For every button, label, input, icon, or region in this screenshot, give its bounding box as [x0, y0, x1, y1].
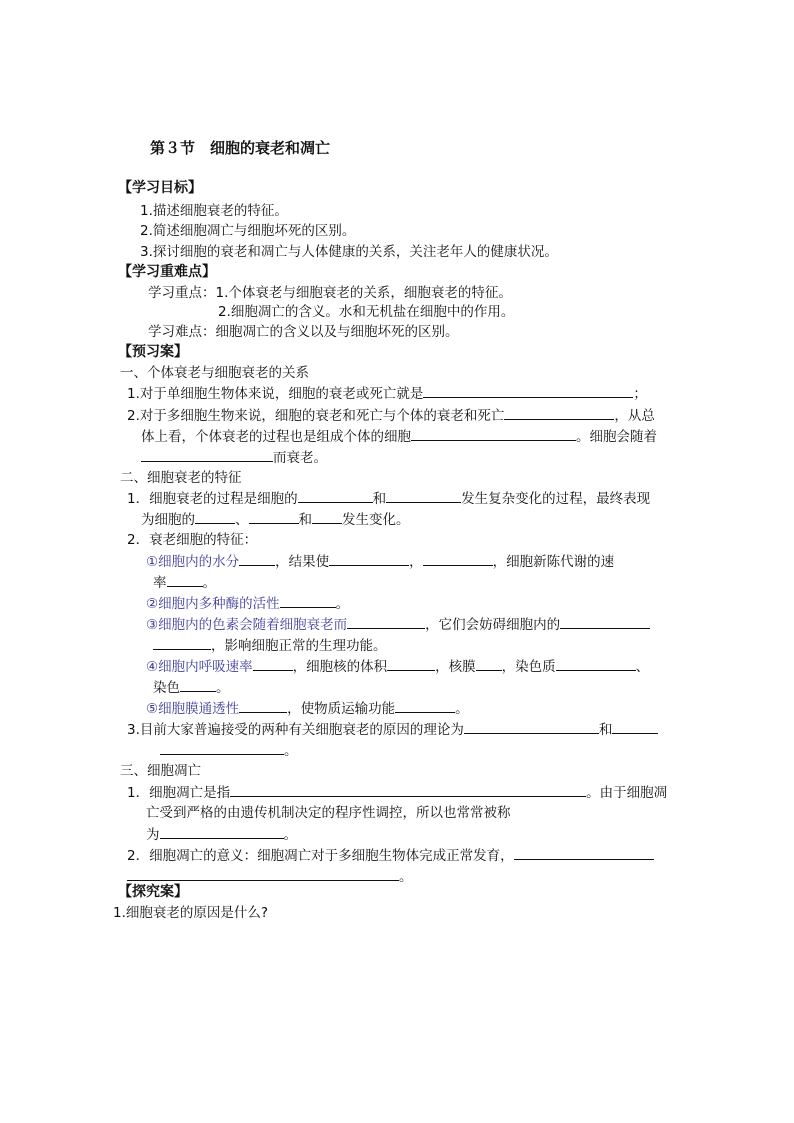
s2-feature-3-cont: ，影响细胞正常的生理功能。 — [153, 635, 387, 656]
answer-blank[interactable] — [556, 656, 636, 671]
s2-feature-3: ③细胞内的色素会随着细胞衰老而 ，它们会妨碍细胞内的 — [146, 614, 650, 635]
answer-blank[interactable] — [180, 677, 216, 692]
s2-q3-cont: 。 — [160, 740, 298, 761]
s3-q1-cont: 亡受到严格的由遗传机制决定的程序性调控，所以也常常被称 — [146, 805, 511, 821]
s3-q2: 2．细胞凋亡的意义：细胞凋亡对于多细胞生物体完成正常发育， — [127, 845, 654, 866]
s2-q1-cont: 为细胞的 、 和 发生变化。 — [141, 509, 410, 530]
answer-blank[interactable] — [387, 656, 435, 671]
answer-blank[interactable] — [167, 572, 203, 587]
answer-blank[interactable] — [195, 509, 235, 524]
answer-blank[interactable] — [253, 656, 293, 671]
section-3-title: 三、细胞凋亡 — [120, 763, 201, 779]
explore-header: 【探究案】 — [118, 884, 188, 900]
key-difficulty: 学习难点：细胞凋亡的含义以及与细胞坏死的区别。 — [148, 324, 459, 340]
key-focus-2: 2.细胞凋亡的含义。水和无机盐在细胞中的作用。 — [218, 304, 515, 320]
s3-q1: 1．细胞凋亡是指 。由于细胞凋 — [127, 782, 667, 803]
s2-feature-5: ⑤细胞膜通透性 ，使物质运输功能 。 — [146, 698, 469, 719]
s2-feature-1-cont: 率 。 — [153, 572, 216, 593]
s2-feature-1: ①细胞内的水分 ，结果使 ， ，细胞新陈代谢的速 — [146, 551, 614, 572]
s2-q1: 1．细胞衰老的过程是细胞的 和 发生复杂变化的过程，最终表现 — [127, 488, 650, 509]
answer-blank[interactable] — [160, 824, 284, 839]
answer-blank[interactable] — [560, 614, 650, 629]
answer-blank[interactable] — [411, 426, 576, 441]
s2-feature-2: ②细胞内多种酶的活性 。 — [146, 593, 349, 614]
answer-blank[interactable] — [329, 551, 409, 566]
answer-blank[interactable] — [423, 383, 633, 398]
section-2-title: 二、细胞衰老的特征 — [120, 470, 242, 486]
s1-q1: 1.对于单细胞生物体来说，细胞的衰老或死亡就是 ； — [127, 383, 647, 404]
page-title: 第３节 细胞的衰老和凋亡 — [150, 139, 331, 157]
s1-q2-cont: 体上看，个体衰老的过程也是组成个体的细胞 。细胞会随着 — [141, 426, 657, 447]
answer-blank[interactable] — [386, 488, 461, 503]
answer-blank[interactable] — [298, 488, 373, 503]
goal-item: 2.简述细胞凋亡与细胞坏死的区别。 — [140, 223, 356, 239]
key-header: 【学习重难点】 — [118, 264, 216, 280]
answer-blank[interactable] — [514, 845, 654, 860]
answer-blank[interactable] — [476, 656, 502, 671]
answer-blank[interactable] — [312, 509, 342, 524]
goal-item: 3.探讨细胞的衰老和凋亡与人体健康的关系，关注老年人的健康状况。 — [140, 244, 558, 260]
s3-q1-cont2: 为 。 — [146, 824, 297, 845]
answer-blank[interactable] — [141, 447, 273, 462]
answer-blank[interactable] — [280, 593, 336, 608]
answer-blank[interactable] — [153, 635, 211, 650]
explore-question: 1.细胞衰老的原因是什么? — [113, 905, 269, 921]
answer-blank[interactable] — [160, 740, 284, 755]
answer-blank[interactable] — [464, 719, 599, 734]
key-focus-1: 学习重点：1.个体衰老与细胞衰老的关系，细胞衰老的特征。 — [148, 285, 512, 301]
answer-blank[interactable] — [504, 405, 614, 420]
s2-feature-4: ④细胞内呼吸速率 ，细胞核的体积 ，核膜 ，染色质 、 — [146, 656, 649, 677]
answer-blank[interactable] — [249, 509, 299, 524]
goals-header: 【学习目标】 — [118, 180, 202, 196]
s2-q3: 3.目前大家普遍接受的两种有关细胞衰老的原因的理论为 和 — [127, 719, 658, 740]
answer-blank[interactable] — [612, 719, 658, 734]
answer-blank[interactable] — [230, 782, 586, 797]
answer-blank[interactable] — [395, 698, 455, 713]
s1-q2-cont2: 而衰老。 — [141, 447, 327, 468]
answer-blank[interactable] — [127, 866, 399, 881]
answer-blank[interactable] — [239, 698, 287, 713]
answer-blank[interactable] — [239, 551, 275, 566]
goal-item: 1.描述细胞衰老的特征。 — [140, 203, 288, 219]
s2-feature-4-cont: 染色 。 — [153, 677, 230, 698]
s1-q2: 2.对于多细胞生物来说，细胞的衰老和死亡与个体的衰老和死亡 ，从总 — [127, 405, 655, 426]
s3-q2-cont: 。 — [127, 866, 413, 887]
answer-blank[interactable] — [423, 551, 493, 566]
s2-q2: 2．衰老细胞的特征： — [127, 532, 258, 548]
answer-blank[interactable] — [347, 614, 425, 629]
section-1-title: 一、个体衰老与细胞衰老的关系 — [120, 365, 309, 381]
preview-header: 【预习案】 — [118, 344, 188, 360]
